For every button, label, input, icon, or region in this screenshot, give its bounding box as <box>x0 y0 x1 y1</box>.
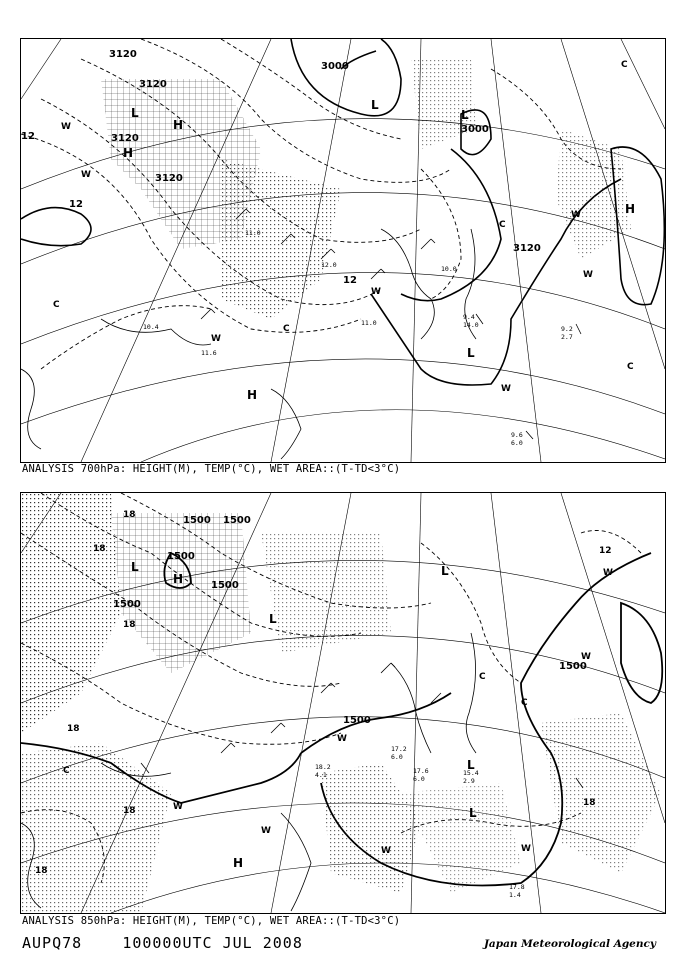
low-pressure-center: L <box>461 108 469 122</box>
warm-mark: W <box>501 384 511 394</box>
map-700hpa-panel <box>20 38 666 463</box>
map-850hpa-panel <box>20 492 666 914</box>
cold-mark: C <box>621 60 628 70</box>
height-label: 1500 <box>167 551 195 562</box>
low-pressure-center: L <box>467 758 475 772</box>
temp-label: 12 <box>599 546 612 556</box>
low-pressure-center: L <box>371 98 379 112</box>
low-pressure-center: L <box>131 560 139 574</box>
warm-mark: W <box>583 270 593 280</box>
warm-mark: W <box>81 170 91 180</box>
warm-mark: W <box>381 846 391 856</box>
station-value: 4.1 <box>315 771 327 779</box>
low-pressure-center: L <box>441 564 449 578</box>
height-label: 3120 <box>513 243 541 254</box>
height-label: 1500 <box>559 661 587 672</box>
valid-time: 100000UTC JUL 2008 <box>122 934 303 952</box>
station-value: 9.4 <box>463 313 475 321</box>
temp-label: 12 <box>21 131 35 142</box>
cold-mark: C <box>627 362 634 372</box>
height-label: 3000 <box>321 61 349 72</box>
station-value: 15.4 <box>463 769 479 777</box>
high-pressure-center: H <box>173 572 184 586</box>
high-pressure-center: H <box>173 118 184 132</box>
temp-label: 18 <box>123 620 136 630</box>
station-value: 12.0 <box>321 261 337 269</box>
warm-mark: W <box>261 826 271 836</box>
temp-label: 12 <box>69 199 83 210</box>
height-label: 1500 <box>343 715 371 726</box>
temp-label: 18 <box>35 866 48 876</box>
station-value: 11.0 <box>245 229 261 237</box>
warm-mark: W <box>173 802 183 812</box>
low-pressure-center: L <box>269 612 277 626</box>
station-value: 2.9 <box>463 777 475 785</box>
height-label: 1500 <box>223 515 251 526</box>
low-pressure-center: L <box>469 806 477 820</box>
caption-700hpa: ANALYSIS 700hPa: HEIGHT(M), TEMP(°C), WET AREA::(T-TD<3°C) <box>22 463 401 475</box>
station-value: 14.0 <box>463 321 479 329</box>
cold-mark: C <box>521 698 528 708</box>
temp-label: 18 <box>123 806 136 816</box>
high-pressure-center: H <box>233 856 244 870</box>
map-850hpa-svg <box>21 493 665 913</box>
low-pressure-center: L <box>131 106 139 120</box>
height-label: 1500 <box>113 599 141 610</box>
height-label: 1500 <box>183 515 211 526</box>
cold-mark: C <box>53 300 60 310</box>
chart-code: AUPQ78 <box>22 934 83 952</box>
warm-mark: W <box>211 334 221 344</box>
map-700hpa-svg <box>21 39 665 462</box>
warm-mark: W <box>337 734 347 744</box>
station-value: 18.2 <box>315 763 331 771</box>
warm-mark: W <box>521 844 531 854</box>
height-label: 1500 <box>211 580 239 591</box>
wet-area-shading <box>101 59 631 319</box>
cold-mark: C <box>499 220 506 230</box>
warm-mark: W <box>603 568 613 578</box>
wet-area-shading <box>21 493 661 913</box>
temp-label: 18 <box>583 798 596 808</box>
temp-label: 18 <box>67 724 80 734</box>
temp-label: 18 <box>123 510 136 520</box>
station-value: 2.7 <box>561 333 573 341</box>
temp-label: 12 <box>343 275 357 286</box>
station-value: 9.2 <box>561 325 573 333</box>
station-value: 17.8 <box>509 883 525 891</box>
station-value: 17.2 <box>391 745 407 753</box>
caption-850hpa: ANALYSIS 850hPa: HEIGHT(M), TEMP(°C), WET AREA::(T-TD<3°C) <box>22 915 401 927</box>
high-pressure-center: H <box>123 146 134 160</box>
height-label: 3120 <box>155 173 183 184</box>
temp-label: 18 <box>93 544 106 554</box>
station-value: 6.0 <box>413 775 425 783</box>
height-label: 3000 <box>461 124 489 135</box>
high-pressure-center: H <box>625 202 636 216</box>
height-label: 3120 <box>109 49 137 60</box>
high-pressure-center: H <box>247 388 258 402</box>
warm-mark: W <box>371 287 381 297</box>
cold-mark: C <box>283 324 290 334</box>
warm-mark: W <box>571 210 581 220</box>
station-value: 10.0 <box>441 265 457 273</box>
station-value: 17.6 <box>413 767 429 775</box>
station-value: 10.4 <box>143 323 159 331</box>
warm-mark: W <box>581 652 591 662</box>
station-value: 9.6 <box>511 431 523 439</box>
cold-mark: C <box>479 672 486 682</box>
agency-name: Japan Meteorological Agency <box>483 938 656 950</box>
station-value: 11.6 <box>201 349 217 357</box>
footer-chart-code <box>22 934 303 952</box>
station-value: 11.0 <box>361 319 377 327</box>
station-value: 6.0 <box>511 439 523 447</box>
height-label: 3120 <box>139 79 167 90</box>
warm-mark: W <box>61 122 71 132</box>
height-label: 3120 <box>111 133 139 144</box>
station-value: 1.4 <box>509 891 521 899</box>
low-pressure-center: L <box>467 346 475 360</box>
cold-mark: C <box>63 766 70 776</box>
station-value: 6.0 <box>391 753 403 761</box>
